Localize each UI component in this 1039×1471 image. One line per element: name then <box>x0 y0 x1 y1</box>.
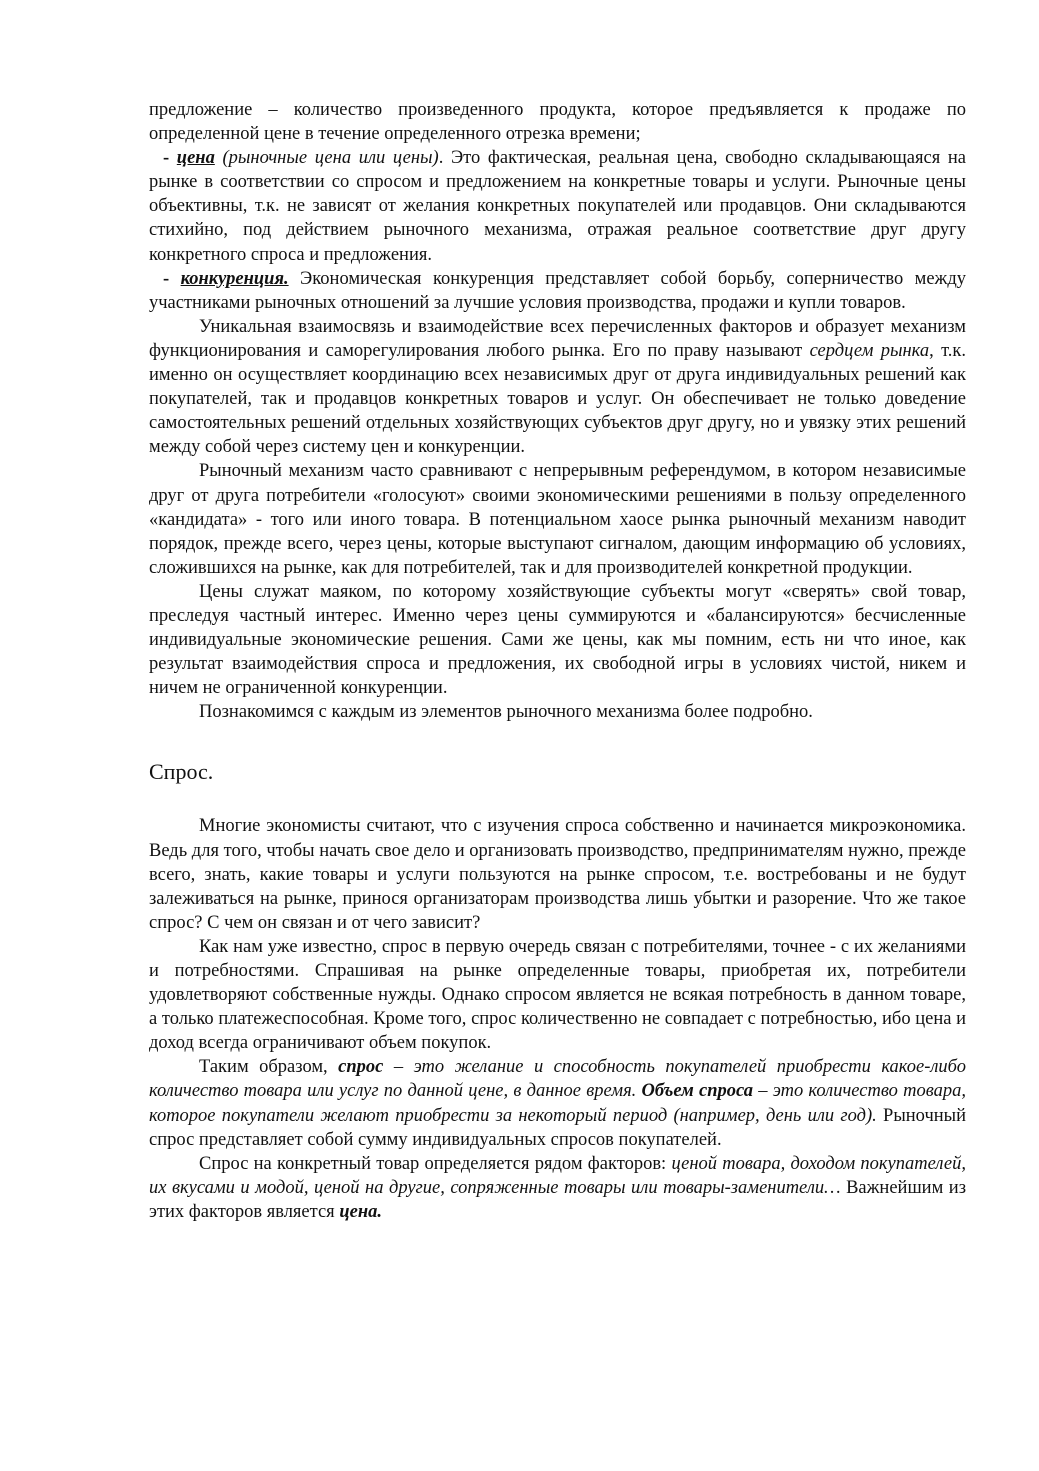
bullet-dash: - <box>163 268 181 289</box>
text: Как нам уже известно, спрос в первую очередь связан с потребителями, точнее - с их желаниями и потребностями. Спрашивая на рынке определенные товары, приобретая их, потребители удовлетворяют собственные нужды. Однако спросом является не всякая потребность в данном товаре, а только платежеспособная. Кроме того, спрос количественно не совпадает с потребностью, ибо цена и доход всегда ограничивают объем покупок. <box>149 936 966 1054</box>
text: Познакомимся с каждым из элементов рыночного механизма более подробно. <box>199 702 813 723</box>
paragraph-referendum <box>149 459 966 579</box>
term-demand-volume: Объем спроса <box>641 1081 754 1102</box>
paragraph-intro <box>149 700 966 724</box>
document-page <box>149 98 966 1224</box>
italic-phrase: сердцем рынка <box>809 340 930 361</box>
text: Таким образом, <box>199 1057 339 1078</box>
paragraph-demand-needs <box>149 935 966 1055</box>
text: Важнейшим из этих факторов является <box>149 1177 966 1222</box>
paragraph-demand-intro <box>149 814 966 934</box>
paragraph-supply-definition <box>149 98 966 146</box>
text: . Это фактическая, реальная цена, свободно складывающаяся на рынке в соответствии со спросом и предложением на конкретные товары и услуги. Рыночные цены объективны, т.к. не зависят от желания конкретных покупателей или продавцов. Они складываются стихийно, под действием рыночного механизма, отражая реальное соответствие друг другу конкретного спроса и предложения. <box>149 148 966 265</box>
text: Цены служат маяком, по которому хозяйствующие субъекты могут «сверять» свой товар, преследуя частный интерес. Именно через цены суммируются и «балансируются» бесчисленные индивидуальные экономические решения. Сами же цены, как мы помним, есть ни что иное, как результат взаимодействия спроса и предложения, их свободной игры в условиях чистой, никем и ничем не ограниченной конкуренции. <box>149 581 966 699</box>
text: Рыночный механизм часто сравнивают с непрерывным референдумом, в котором независимые друг от друга потребители «голосуют» своими экономическими решениями в пользу определенного «кандидата» - того или иного товара. В потенциальном хаосе рынка рыночный механизм наводит порядок, прежде всего, через цены, которые выступают сигналом, дающим информацию об условиях, сложившихся на рынке, как для потребителей, так и для производителей конкретной продукции. <box>149 461 966 578</box>
definition-demand-volume: – это количество товара, которое покупатели желают приобрести за некоторый период (например, день или год). <box>149 1081 966 1126</box>
text: предложение – количество произведенного продукта, которое предъявляется к продаже по определенной цене в течение определенного отрезка времени; <box>149 100 966 145</box>
term-price-emphasis: цена. <box>339 1201 382 1222</box>
paragraph-demand-definition <box>149 1055 966 1151</box>
text: Уникальная взаимосвязь и взаимодействие всех перечисленных факторов и образует механизм функционирования и саморегулирования любого рынка. Его по праву называют <box>149 316 966 361</box>
section-heading: Спрос. <box>149 759 214 785</box>
definition-demand: – это желание и способность покупателей приобрести какое-либо количество товара или услуг по данной цене, в данное время. <box>149 1057 966 1102</box>
paragraph-prices-beacon <box>149 580 966 700</box>
text: Рыночный спрос представляет собой сумму индивидуальных спросов покупателей. <box>149 1105 966 1150</box>
italic-factors: ценой товара, доходом покупателей, их вкусами и модой, ценой на другие, сопряженные товары или товары-заменители… <box>149 1153 966 1198</box>
term-price: цена <box>176 148 215 169</box>
paragraph-demand-factors <box>149 1152 966 1224</box>
text: Экономическая конкуренция представляет собой борьбу, соперничество между участниками рыночных отношений за лучшие условия производства, продажи и купли товаров. <box>149 268 966 313</box>
paragraph-competition <box>149 267 966 315</box>
term-price-note: (рыночные цена или цены) <box>214 148 439 169</box>
text: Многие экономисты считают, что с изучения спроса собственно и начинается микроэкономика. Ведь для того, чтобы начать свое дело и организовать производство, предпринимателям нужно, прежде всего, знать, какие товары и услуги пользуются на рынке спросом, т.е. востребованы и не будут залеживаться на рынке, принося организаторам производства лишь убытки и разорение. Что же такое спрос? С чем он связан и от чего зависит? <box>149 816 966 933</box>
paragraph-market-heart <box>149 315 966 460</box>
bullet-dash: - <box>163 148 177 169</box>
term-demand: спрос <box>338 1057 384 1078</box>
text: , т.к. именно он осуществляет координацию всех независимых друг от друга индивидуальных решений как покупателей, так и продавцов конкретных товаров и услуг. Он обеспечивает не только доведение самостоятельных решений отдельных хозяйствующих субъектов друг другу, но и увязку этих решений между собой через систему цен и конкуренции. <box>149 340 967 458</box>
text: Спрос на конкретный товар определяется рядом факторов: <box>199 1153 672 1174</box>
term-competition: конкуренция. <box>180 268 289 289</box>
paragraph-price <box>149 146 966 266</box>
